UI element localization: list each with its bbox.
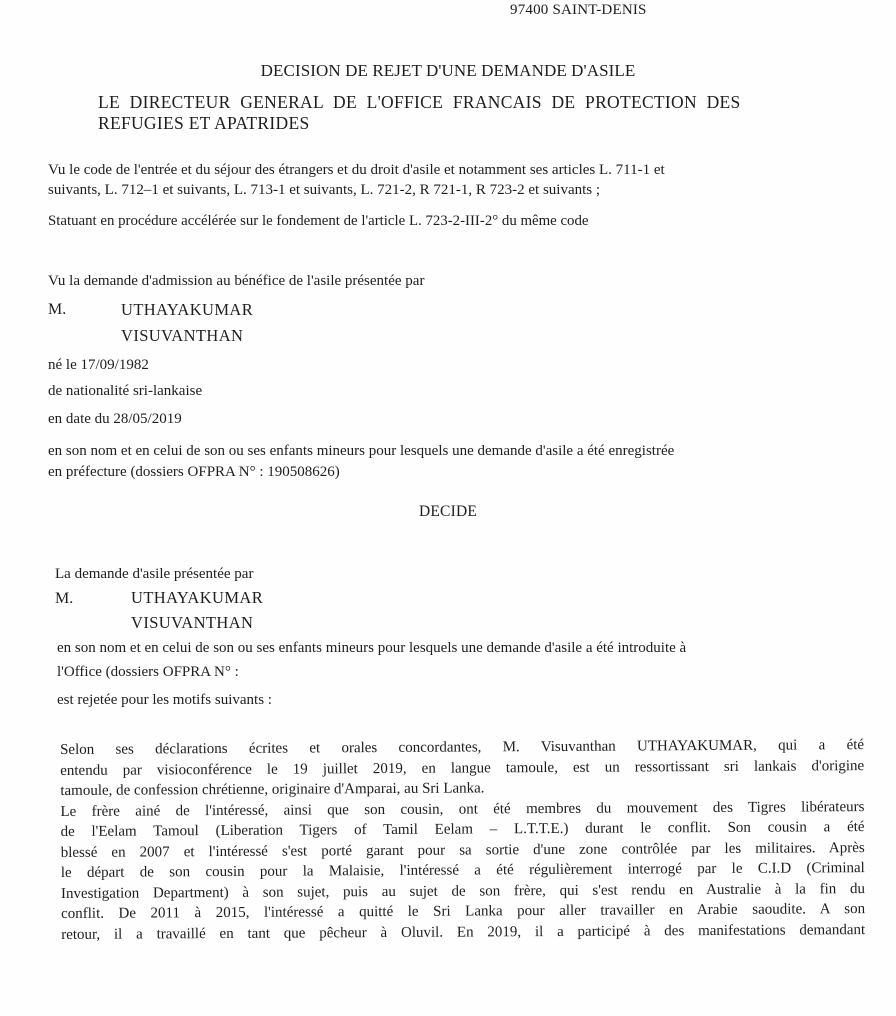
grounds-p1-line: entendu par visioconférence le 19 juillet 2019, en langue tamoule, est un ressortissant sri lankais d'origine	[60, 757, 865, 779]
vu-demande-paragraph: Vu la demande d'admission au bénéfice de l'asile présentée par	[48, 273, 425, 289]
authority-line-2: REFUGIES ET APATRIDES	[98, 113, 310, 133]
grounds-paragraph-1	[60, 735, 864, 801]
grounds-p2-line: retour, il a travaillé en tant que pêcheur à Oluvil. En 2019, il a participé à des manifestations demandant	[61, 921, 866, 943]
grounds-p2-line: conflit. De 2011 à 2015, l'intéressé a quitté le Sri Lanka pour aller travailler en Arabie saoudite. A son	[61, 901, 866, 922]
children-paragraph-prefecture	[48, 441, 674, 483]
decision-children-line-2: l'Office (dossiers OFPRA N° :	[57, 664, 239, 680]
grounds-p2-line: de l'Eelam Tamoul (Liberation Tigers of Tamil Eelam – L.T.T.E.) durant le conflit. Son cousin a été	[60, 819, 865, 840]
document-title: DECISION DE REJET D'UNE DEMANDE D'ASILE	[260, 61, 636, 80]
grounds-p2-line: Investigation Department) à son sujet, puis au sujet de son frère, qui s'est rendu en Australie à la fin du	[60, 880, 865, 902]
applicant-birth-date: né le 17/09/1982	[48, 357, 149, 373]
decision-children-line-1: en son nom et en celui de son ou ses enfants mineurs pour lesquels une demande d'asile a été introduite à	[57, 640, 687, 656]
request-date: en date du 28/05/2019	[48, 411, 182, 427]
decide-heading: DECIDE	[418, 503, 478, 520]
statuant-paragraph: Statuant en procédure accélérée sur le fondement de l'article L. 723-2-III-2° du même code	[48, 213, 589, 229]
applicant-nationality: de nationalité sri-lankaise	[48, 383, 203, 399]
rejection-statement: est rejetée pour les motifs suivants :	[57, 692, 272, 708]
vu-code-line-1: Vu le code de l'entrée et du séjour des étrangers et du droit d'asile et notamment ses articles L. 711-1 et	[48, 162, 665, 178]
decision-civility: M.	[55, 590, 74, 607]
decision-intro: La demande d'asile présentée par	[55, 566, 254, 582]
grounds-paragraph-2	[60, 797, 865, 945]
grounds-p1-line: Selon ses déclarations écrites et orales concordantes, M. Visuvanthan UTHAYAKUMAR, qui a été	[60, 737, 865, 758]
grounds-p2-line: Le frère ainé de l'intéressé, ainsi que son cousin, ont été membres du mouvement des Tigres libérateurs	[60, 798, 865, 820]
applicant-civility: M.	[48, 301, 67, 318]
grounds-section	[60, 735, 865, 945]
children-line-2: en préfecture (dossiers OFPRA N° : 190508626)	[48, 464, 340, 480]
grounds-p1-line: tamoule, de confession chrétienne, originaire d'Amparai, au Sri Lanka.	[60, 780, 485, 799]
vu-code-line-2: suivants, L. 712–1 et suivants, L. 713-1 et suivants, L. 721-2, R 721-1, R 723-2 et suivants ;	[48, 182, 601, 198]
grounds-p2-line: blessé en 2007 et l'intéressé s'est porté garant pour sa sortie d'une zone contrôlée par les militaires. Après	[60, 839, 865, 861]
vu-code-paragraph	[48, 160, 665, 200]
decision-surname: UTHAYAKUMAR	[131, 588, 264, 607]
applicant-surname: UTHAYAKUMAR	[121, 300, 254, 319]
children-line-1: en son nom et en celui de son ou ses enfants mineurs pour lesquels une demande d'asile a été enregistrée	[48, 443, 675, 459]
authority-line-1: LE DIRECTEUR GENERAL DE L'OFFICE FRANCAIS DE PROTECTION DES	[98, 92, 741, 112]
grounds-p2-line: le départ de son cousin pour la Malaisie, l'intéressé a été régulièrement interrogé par le C.I.D (Criminal	[60, 860, 865, 881]
authority-heading	[98, 92, 741, 134]
decision-given-name: VISUVANTHAN	[131, 613, 254, 632]
address-line: 97400 SAINT-DENIS	[510, 2, 647, 18]
applicant-given-name: VISUVANTHAN	[121, 326, 244, 345]
